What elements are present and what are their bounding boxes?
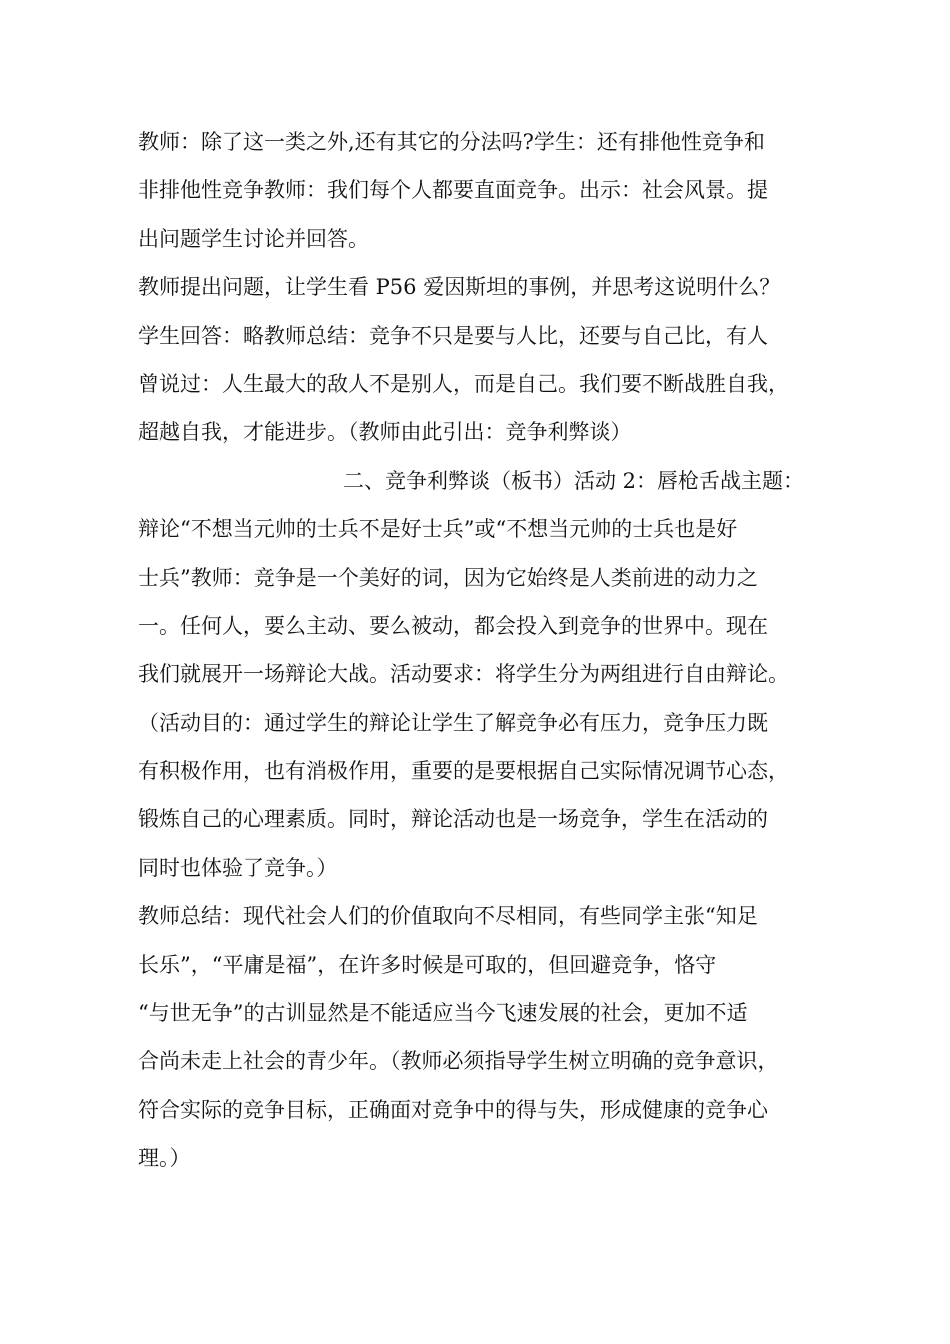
section-heading-line: 二、竞争利弊谈（板书）活动 2：唇枪舌战主题： <box>343 468 805 493</box>
document-body <box>138 118 818 1183</box>
text-line: “与世无争”的古训显然是不能适应当今飞速发展的社会，更加不适 <box>138 1001 748 1026</box>
text-line: 合尚未走上社会的青少年。（教师必须指导学生树立明确的竞争意识， <box>138 1049 779 1074</box>
text-line: 锻炼自己的心理素质。同时，辩论活动也是一场竞争，学生在活动的 <box>138 807 768 832</box>
text-line: 超越自我，才能进步。（教师由此引出：竞争利弊谈） <box>138 420 632 445</box>
text-line: 有积极作用，也有消极作用，重要的是要根据自己实际情况调节心态， <box>138 759 789 784</box>
text-line: 出问题学生讨论并回答。 <box>138 226 369 251</box>
text-line: 辩论“不想当元帅的士兵不是好士兵”或“不想当元帅的士兵也是好 <box>138 517 738 542</box>
text-line: 教师总结：现代社会人们的价值取向不尽相同，有些同学主张“知足 <box>138 904 758 929</box>
text-line: 士兵”教师：竞争是一个美好的词，因为它始终是人类前进的动力之 <box>138 565 758 590</box>
text-line: 理。） <box>138 1146 191 1171</box>
text-line: 同时也体验了竞争。） <box>138 855 338 880</box>
text-line: 非排他性竞争教师：我们每个人都要直面竞争。出示：社会风景。提 <box>138 178 768 203</box>
text-line: 教师提出问题，让学生看 P56 爱因斯坦的事例，并思考这说明什么？ <box>138 275 781 300</box>
text-line: 学生回答：略教师总结：竞争不只是要与人比，还要与自己比，有人 <box>138 323 768 348</box>
text-line: 一。任何人，要么主动、要么被动，都会投入到竞争的世界中。现在 <box>138 613 768 638</box>
text-line: 长乐”，“平庸是福”，在许多时候是可取的，但回避竞争，恪守 <box>138 952 717 977</box>
text-line: 曾说过：人生最大的敌人不是别人，而是自己。我们要不断战胜自我， <box>138 371 789 396</box>
text-line: 教师：除了这一类之外,还有其它的分法吗?学生：还有排他性竞争和 <box>138 130 765 154</box>
text-line: 符合实际的竞争目标，正确面对竞争中的得与失，形成健康的竞争心 <box>138 1097 768 1122</box>
text-line: 我们就展开一场辩论大战。活动要求：将学生分为两组进行自由辩论。 <box>138 662 789 687</box>
text-line: （活动目的：通过学生的辩论让学生了解竞争必有压力，竞争压力既 <box>138 710 768 735</box>
